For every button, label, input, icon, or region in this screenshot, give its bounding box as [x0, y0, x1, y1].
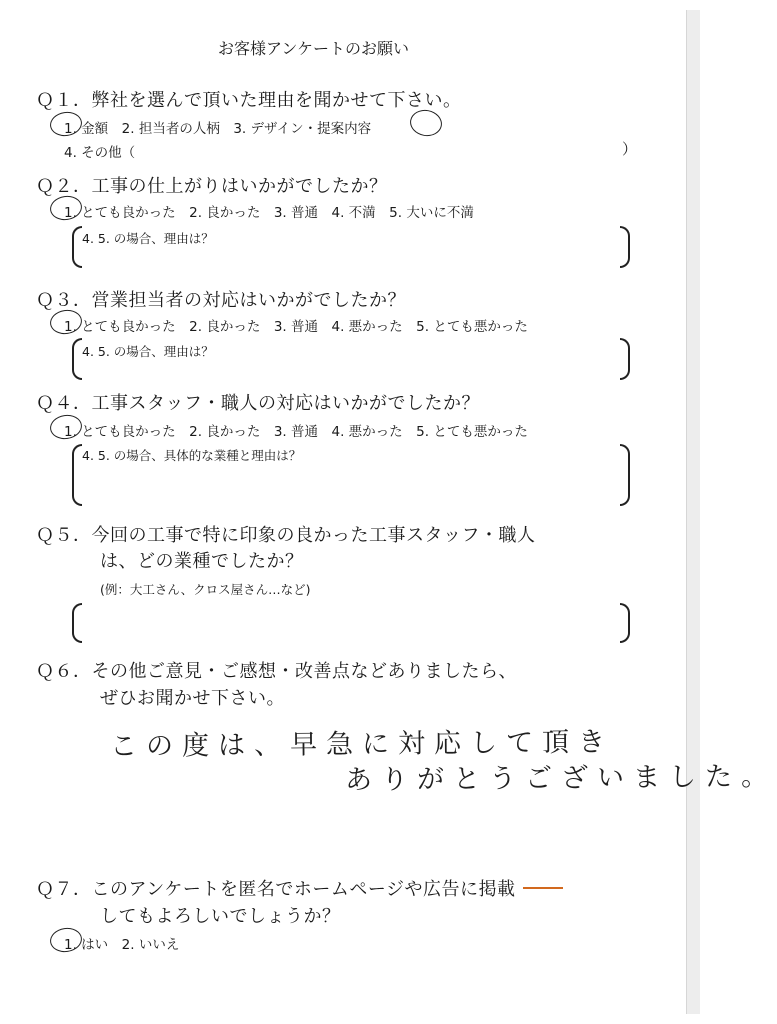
q5-example: (例：大工さん、クロス屋さん…など)	[100, 582, 311, 597]
q5-open-paren	[72, 603, 82, 643]
q2-open-paren	[72, 226, 82, 268]
q4-close-paren	[620, 444, 630, 506]
q1-options-line1: 1. 金額 2. 担当者の人柄 3. デザイン・提案内容	[64, 121, 372, 137]
q3-followup: 4. 5. の場合、理由は？	[82, 344, 214, 359]
q6-question-line2: ぜひお聞かせ下さい。	[100, 688, 285, 709]
q7-options: 1. はい 2. いいえ	[64, 937, 180, 953]
q4-open-paren	[72, 444, 82, 506]
q4-question: Ｑ４．工事スタッフ・職人の対応はいかがでしたか？	[36, 393, 480, 414]
page-title: お客様アンケートのお願い	[218, 39, 410, 58]
q3-question: Ｑ３．営業担当者の対応はいかがでしたか？	[36, 290, 406, 311]
q7-question-line2: してもよろしいでしょうか？	[100, 906, 341, 927]
q2-followup: 4. 5. の場合、理由は？	[82, 231, 214, 246]
q2-options: 1. とても良かった 2. 良かった 3. 普通 4. 不満 5. 大いに不満	[64, 205, 474, 221]
q7-strikethrough	[523, 887, 563, 889]
q3-options: 1. とても良かった 2. 良かった 3. 普通 4. 悪かった 5. とても悪かった	[64, 319, 528, 335]
q5-close-paren	[620, 603, 630, 643]
q1-options-line2: 4. その他（	[64, 145, 136, 161]
scanner-edge	[686, 10, 700, 1014]
q6-handwritten-answer-line2: ありがとうございました。	[344, 761, 777, 796]
q1-close-paren: ）	[622, 140, 638, 158]
q2-question: Ｑ２．工事の仕上がりはいかがでしたか？	[36, 176, 388, 197]
q4-options: 1. とても良かった 2. 良かった 3. 普通 4. 悪かった 5. とても悪かった	[64, 424, 528, 440]
q2-close-paren	[620, 226, 630, 268]
q3-open-paren	[72, 338, 82, 380]
q3-close-paren	[620, 338, 630, 380]
q6-question-line1: Ｑ６．その他ご意見・ご感想・改善点などありましたら、	[36, 661, 517, 682]
q1-question: Ｑ１．弊社を選んで頂いた理由を聞かせて下さい。	[36, 90, 462, 111]
q6-handwritten-answer-line1: この度は、早急に対応して頂き	[109, 726, 615, 763]
q7-question-line1: Ｑ７．このアンケートを匿名でホームページや広告に掲載	[36, 879, 516, 900]
q4-followup: 4. 5. の場合、具体的な業種と理由は？	[82, 448, 302, 463]
q5-question-line1: Ｑ５．今回の工事で特に印象の良かった工事スタッフ・職人	[36, 525, 536, 546]
q5-question-line2: は、どの業種でしたか？	[100, 551, 304, 572]
q1-answer-circle-3	[408, 107, 444, 138]
